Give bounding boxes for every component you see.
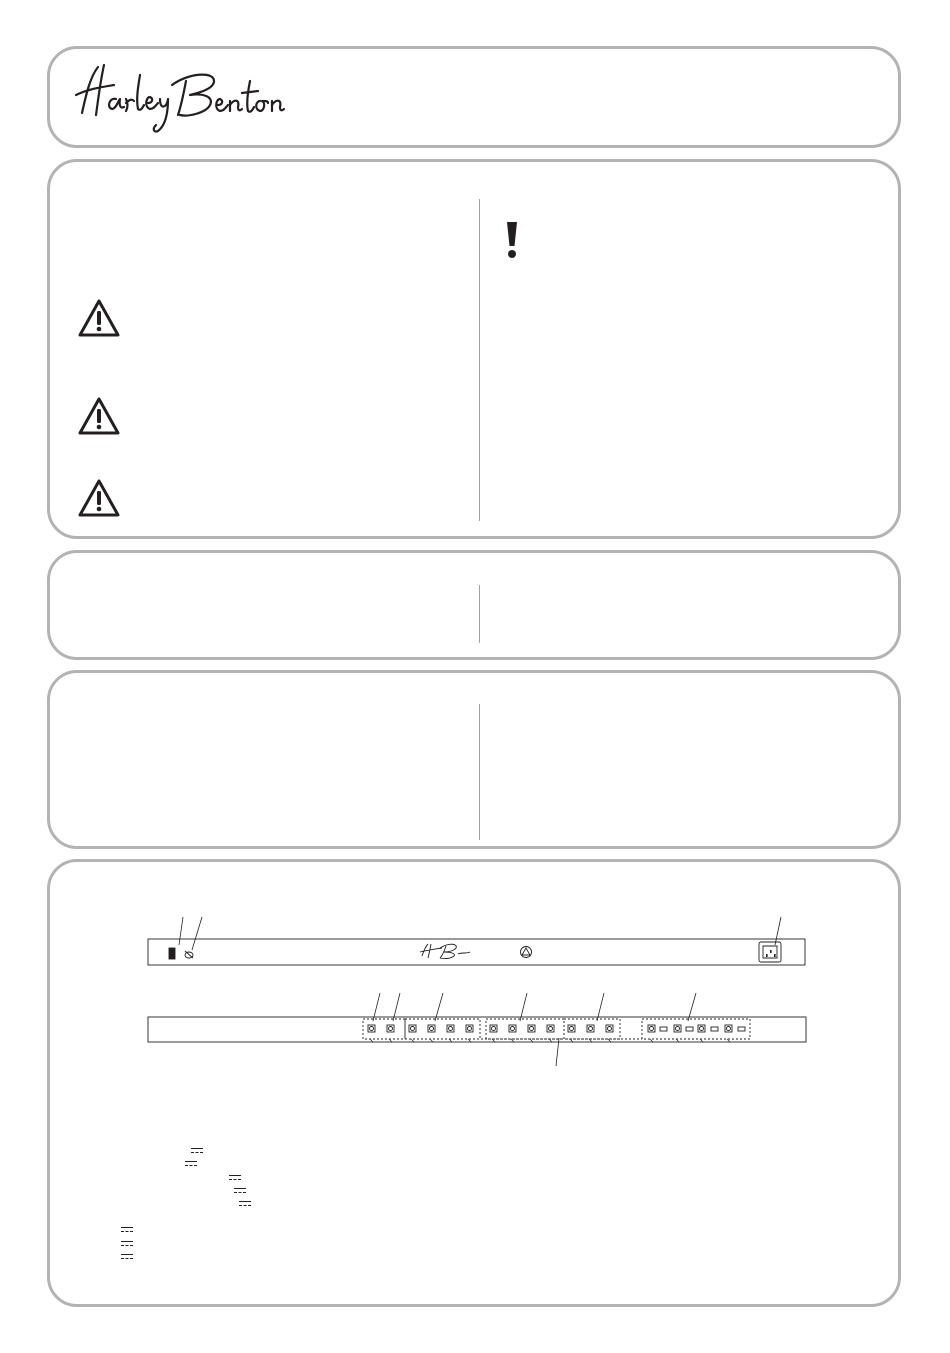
dc-current-symbol-icon xyxy=(239,1201,251,1207)
dc-current-symbol-icon xyxy=(121,1254,133,1260)
output-group xyxy=(642,1019,750,1039)
brand-logo xyxy=(68,55,288,137)
dc-current-symbol-icon xyxy=(121,1227,133,1233)
output-jacks xyxy=(368,1025,745,1032)
front-logo xyxy=(420,944,470,959)
dc-current-symbol-icon xyxy=(191,1148,203,1154)
dc-current-symbol-icon xyxy=(234,1188,246,1194)
warning-triangle-icon xyxy=(77,396,121,436)
safety-panel xyxy=(47,159,901,539)
column-divider xyxy=(479,585,480,643)
dc-current-symbol-icon xyxy=(229,1175,241,1181)
info-panel-a xyxy=(47,550,901,660)
exclamation-icon xyxy=(505,220,519,260)
front-panel-outline xyxy=(148,939,805,965)
rear-panel-outline xyxy=(148,1017,806,1042)
warning-triangle-icon xyxy=(77,298,121,338)
column-divider xyxy=(479,199,480,521)
info-panel-b xyxy=(47,670,901,849)
warning-triangle-icon xyxy=(77,478,121,518)
dc-current-symbol-icon xyxy=(185,1161,197,1167)
device-diagram xyxy=(50,862,898,1304)
dc-current-symbol-icon xyxy=(121,1241,133,1247)
power-switch xyxy=(169,948,175,959)
device-panel xyxy=(47,859,901,1307)
header-panel xyxy=(47,46,901,148)
column-divider xyxy=(479,704,480,840)
